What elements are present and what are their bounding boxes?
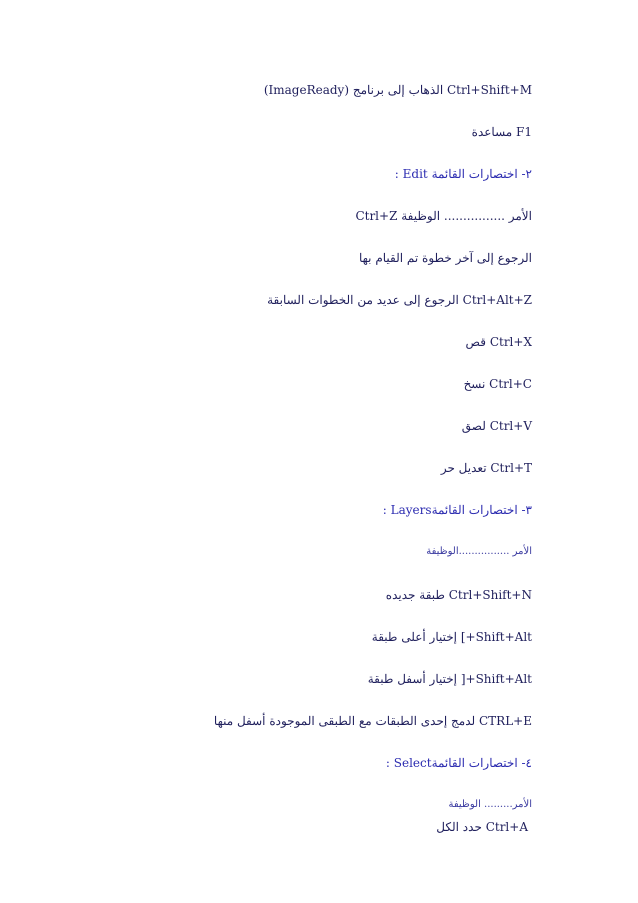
- shortcut-select-top-layer: Shift+Alt+] إختيار أعلى طبقة: [371, 630, 532, 644]
- shortcut-select-bottom-layer: Shift+Alt+[ إختيار أسفل طبقة: [367, 672, 532, 686]
- shortcut-imageready: Ctrl+Shift+M الذهاب إلى برنامج (ImageReady): [263, 83, 532, 97]
- section-heading-select: ٤- اختصارات القائمةSelect :: [385, 756, 532, 770]
- shortcut-select-all: Ctrl+A حدد الكل: [436, 820, 528, 834]
- shortcut-copy: Ctrl+C نسخ: [463, 377, 532, 391]
- shortcut-merge-down: CTRL+E لدمج إحدى الطبقات مع الطبقى الموجودة أسفل منها: [213, 714, 532, 728]
- column-header-edit: الأمر ................ الوظيفة Ctrl+Z: [355, 209, 532, 223]
- section-heading-layers: ٣- اختصارات القائمةLayers :: [382, 503, 532, 517]
- shortcut-help: F1 مساعدة: [471, 125, 532, 139]
- shortcut-description-undo: الرجوع إلى آخر خطوة تم القيام بها: [358, 251, 532, 265]
- column-header-layers: الأمر ................الوظيفة: [426, 546, 532, 557]
- shortcut-cut: Ctrl+X قص: [465, 335, 532, 349]
- column-header-select: الأمر......... الوظيفة: [448, 799, 532, 810]
- shortcut-step-backward: Ctrl+Alt+Z الرجوع إلى عديد من الخطوات السابقة: [267, 293, 532, 307]
- section-heading-edit: ٢- اختصارات القائمة Edit :: [394, 167, 532, 181]
- shortcut-free-transform: Ctrl+T تعديل حر: [440, 461, 532, 475]
- shortcut-paste: Ctrl+V لصق: [461, 419, 532, 433]
- shortcut-new-layer: Ctrl+Shift+N طبقة جديده: [385, 588, 532, 602]
